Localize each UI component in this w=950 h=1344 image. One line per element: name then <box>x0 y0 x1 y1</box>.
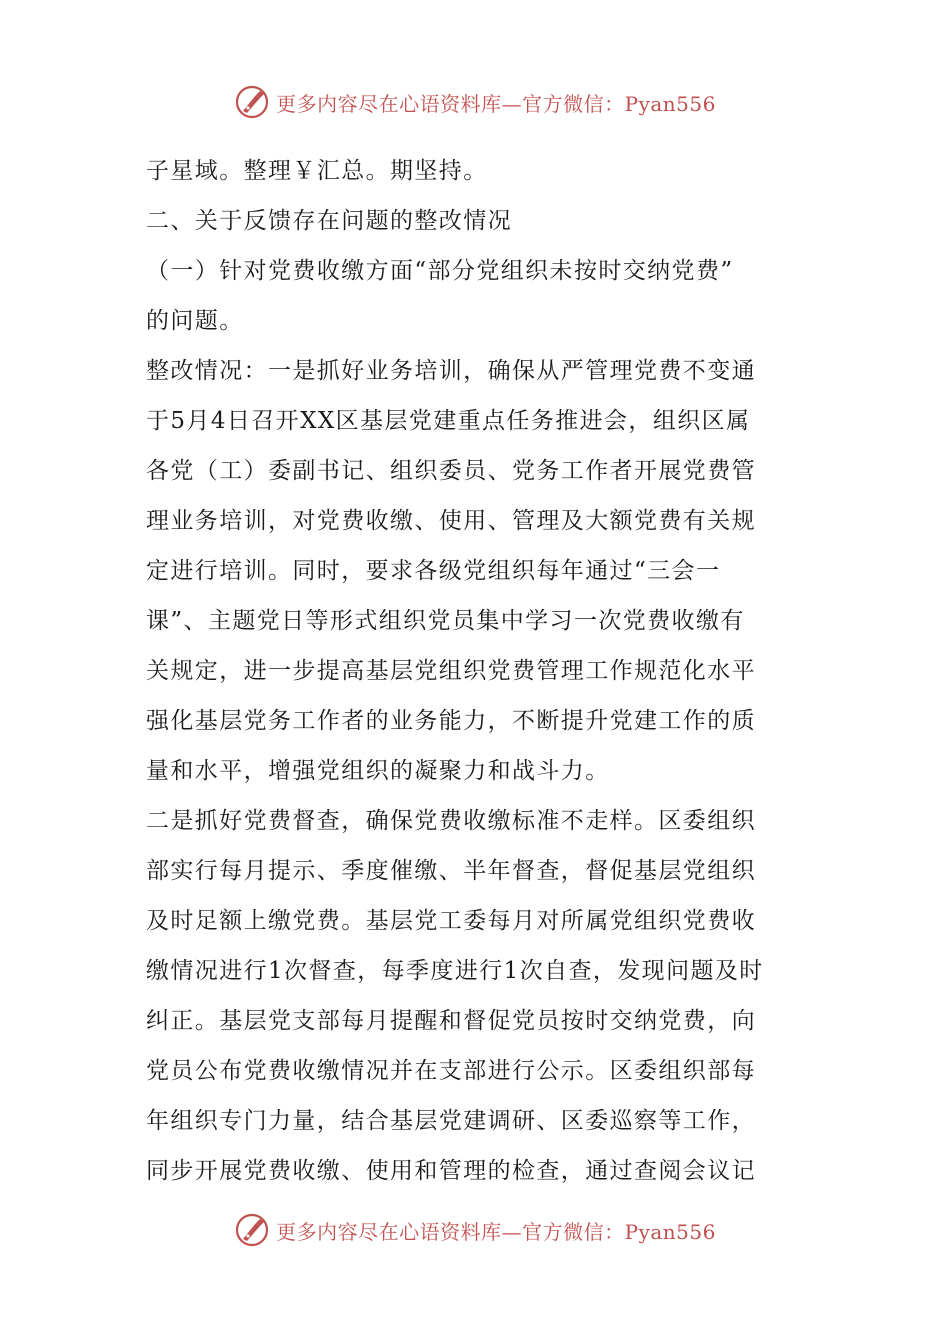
footer-banner <box>0 1210 950 1250</box>
text-line: 及时足额上缴党费。基层党工委每月对所属党组织党费收 <box>146 908 756 934</box>
document-body <box>146 146 806 1196</box>
header-banner <box>0 82 950 122</box>
text-line: 整改情况：一是抓好业务培训，确保从严管理党费不变通 <box>146 358 756 384</box>
pen-nib-logo-icon <box>234 84 270 120</box>
footer-banner-inner <box>234 1210 716 1250</box>
footer-banner-text: 更多内容尽在心语资料库—官方微信：Pyan556 <box>276 1219 716 1244</box>
text-line: 理业务培训，对党费收缴、使用、管理及大额党费有关规 <box>146 508 756 534</box>
subsection-heading: （一）针对党费收缴方面“部分党组织未按时交纳党费” <box>146 258 734 284</box>
section-heading: 二、关于反馈存在问题的整改情况 <box>146 208 512 234</box>
header-banner-inner <box>234 82 716 122</box>
pen-nib-logo-icon <box>234 1212 270 1248</box>
text-line: 定进行培训。同时，要求各级党组织每年通过“三会一 <box>146 558 721 584</box>
text-line: 党员公布党费收缴情况并在支部进行公示。区委组织部每 <box>146 1058 756 1084</box>
text-line: 于5月4日召开XX区基层党建重点任务推进会，组织区属 <box>146 408 751 434</box>
text-line: 关规定，进一步提高基层党组织党费管理工作规范化水平 <box>146 658 756 684</box>
text-line: 同步开展党费收缴、使用和管理的检查，通过查阅会议记 <box>146 1158 756 1184</box>
text-line: 量和水平，增强党组织的凝聚力和战斗力。 <box>146 758 610 784</box>
header-banner-text: 更多内容尽在心语资料库—官方微信：Pyan556 <box>276 91 716 116</box>
text-line: 二是抓好党费督查，确保党费收缴标准不走样。区委组织 <box>146 808 756 834</box>
text-line: 子星域。整理￥汇总。期坚持。 <box>146 158 488 184</box>
subsection-heading-cont: 的问题。 <box>146 308 244 334</box>
text-line: 纠正。基层党支部每月提醒和督促党员按时交纳党费，向 <box>146 1008 756 1034</box>
text-line: 强化基层党务工作者的业务能力，不断提升党建工作的质 <box>146 708 756 734</box>
text-line: 缴情况进行1次督查，每季度进行1次自查，发现问题及时 <box>146 958 764 984</box>
text-line: 年组织专门力量，结合基层党建调研、区委巡察等工作， <box>146 1108 756 1134</box>
text-line: 课”、主题党日等形式组织党员集中学习一次党费收缴有 <box>146 608 745 634</box>
text-line: 各党（工）委副书记、组织委员、党务工作者开展党费管 <box>146 458 756 484</box>
text-line: 部实行每月提示、季度催缴、半年督查，督促基层党组织 <box>146 858 756 884</box>
